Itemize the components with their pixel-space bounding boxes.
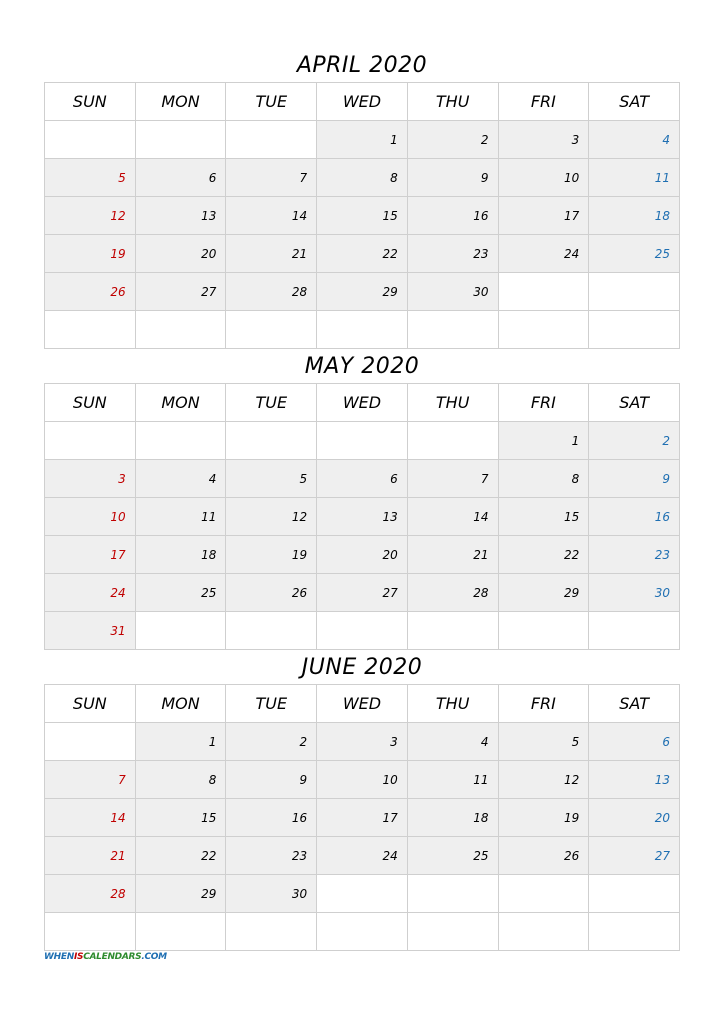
day-cell: 25: [135, 574, 226, 612]
empty-day-cell: [407, 311, 498, 349]
day-cell: 14: [226, 197, 317, 235]
day-cell: 4: [589, 121, 680, 159]
day-cell: 4: [135, 460, 226, 498]
day-cell: 22: [498, 536, 589, 574]
empty-day-cell: [407, 422, 498, 460]
month-title: JUNE 2020: [301, 655, 423, 680]
day-cell: 1: [317, 121, 408, 159]
day-cell: 11: [589, 159, 680, 197]
day-cell: 22: [317, 235, 408, 273]
empty-day-cell: [317, 612, 408, 650]
day-cell: 5: [498, 723, 589, 761]
footer-segment: WHEN: [44, 952, 74, 962]
month-title: APRIL 2020: [296, 53, 428, 78]
day-cell: 30: [226, 875, 317, 913]
day-cell: 7: [226, 159, 317, 197]
week-row: [45, 723, 680, 761]
week-row: [45, 159, 680, 197]
empty-day-cell: [407, 612, 498, 650]
empty-day-cell: [135, 422, 226, 460]
day-cell: 30: [407, 273, 498, 311]
week-row: [45, 460, 680, 498]
week-row: [45, 422, 680, 460]
weekday-header: MON: [135, 685, 226, 723]
day-cell: 3: [45, 460, 136, 498]
day-cell: 8: [317, 159, 408, 197]
day-cell: 9: [407, 159, 498, 197]
empty-day-cell: [226, 913, 317, 951]
day-cell: 8: [135, 761, 226, 799]
weekday-header: THU: [407, 384, 498, 422]
empty-day-cell: [226, 612, 317, 650]
week-row: [45, 799, 680, 837]
empty-day-cell: [589, 311, 680, 349]
day-cell: 13: [135, 197, 226, 235]
day-cell: 24: [498, 235, 589, 273]
day-cell: 6: [135, 159, 226, 197]
week-row: [45, 574, 680, 612]
weekday-header: WED: [317, 685, 408, 723]
day-cell: 23: [226, 837, 317, 875]
empty-day-cell: [498, 612, 589, 650]
day-cell: 15: [135, 799, 226, 837]
footer-segment: .COM: [141, 952, 167, 962]
week-row: [45, 837, 680, 875]
empty-day-cell: [135, 612, 226, 650]
week-row: [45, 536, 680, 574]
day-cell: 10: [498, 159, 589, 197]
day-cell: 19: [226, 536, 317, 574]
day-cell: 29: [317, 273, 408, 311]
day-cell: 20: [317, 536, 408, 574]
day-cell: 1: [498, 422, 589, 460]
day-cell: 14: [407, 498, 498, 536]
empty-day-cell: [498, 273, 589, 311]
day-cell: 13: [589, 761, 680, 799]
week-row: [45, 197, 680, 235]
day-cell: 17: [45, 536, 136, 574]
weekday-header: FRI: [498, 83, 589, 121]
empty-day-cell: [498, 913, 589, 951]
empty-day-cell: [317, 913, 408, 951]
empty-day-cell: [498, 311, 589, 349]
day-cell: 1: [135, 723, 226, 761]
day-cell: 13: [317, 498, 408, 536]
day-cell: 19: [498, 799, 589, 837]
day-cell: 19: [45, 235, 136, 273]
weekday-header: THU: [407, 685, 498, 723]
weekday-header: SUN: [45, 685, 136, 723]
day-cell: 20: [135, 235, 226, 273]
day-cell: 30: [589, 574, 680, 612]
day-cell: 16: [589, 498, 680, 536]
day-cell: 18: [407, 799, 498, 837]
day-cell: 29: [135, 875, 226, 913]
day-cell: 17: [498, 197, 589, 235]
empty-day-cell: [498, 875, 589, 913]
day-cell: 12: [498, 761, 589, 799]
day-cell: 23: [589, 536, 680, 574]
day-cell: 12: [226, 498, 317, 536]
day-cell: 2: [226, 723, 317, 761]
weekday-header: WED: [317, 384, 408, 422]
day-cell: 22: [135, 837, 226, 875]
empty-day-cell: [135, 121, 226, 159]
weekday-header: SAT: [589, 685, 680, 723]
day-cell: 10: [45, 498, 136, 536]
day-cell: 21: [226, 235, 317, 273]
empty-day-cell: [45, 723, 136, 761]
empty-day-cell: [589, 875, 680, 913]
empty-day-cell: [45, 913, 136, 951]
empty-day-cell: [589, 913, 680, 951]
week-row: [45, 761, 680, 799]
weekday-header: SAT: [589, 384, 680, 422]
empty-day-cell: [226, 422, 317, 460]
day-cell: 2: [407, 121, 498, 159]
day-cell: 21: [45, 837, 136, 875]
weekday-header: MON: [135, 83, 226, 121]
day-cell: 23: [407, 235, 498, 273]
empty-day-cell: [589, 612, 680, 650]
day-cell: 21: [407, 536, 498, 574]
day-cell: 3: [498, 121, 589, 159]
weekday-header: SAT: [589, 83, 680, 121]
weekday-header: WED: [317, 83, 408, 121]
day-cell: 3: [317, 723, 408, 761]
empty-day-cell: [317, 311, 408, 349]
week-row: [45, 875, 680, 913]
day-cell: 27: [135, 273, 226, 311]
empty-day-cell: [317, 875, 408, 913]
week-row: [45, 235, 680, 273]
empty-day-cell: [407, 913, 498, 951]
day-cell: 15: [317, 197, 408, 235]
day-cell: 24: [45, 574, 136, 612]
day-cell: 16: [407, 197, 498, 235]
weekday-header: TUE: [226, 384, 317, 422]
day-cell: 4: [407, 723, 498, 761]
week-row: [45, 311, 680, 349]
day-cell: 5: [45, 159, 136, 197]
day-cell: 18: [589, 197, 680, 235]
weekday-header: MON: [135, 384, 226, 422]
day-cell: 17: [317, 799, 408, 837]
day-cell: 11: [407, 761, 498, 799]
day-cell: 28: [226, 273, 317, 311]
calendar-grid: [44, 383, 680, 650]
empty-day-cell: [135, 311, 226, 349]
day-cell: 18: [135, 536, 226, 574]
day-cell: 20: [589, 799, 680, 837]
week-row: [45, 498, 680, 536]
day-cell: 25: [407, 837, 498, 875]
week-row: [45, 612, 680, 650]
day-cell: 28: [45, 875, 136, 913]
calendar-grid: [44, 684, 680, 951]
week-row: [45, 273, 680, 311]
day-cell: 31: [45, 612, 136, 650]
empty-day-cell: [407, 875, 498, 913]
weekday-header: FRI: [498, 685, 589, 723]
empty-day-cell: [226, 121, 317, 159]
day-cell: 2: [589, 422, 680, 460]
weekday-header: THU: [407, 83, 498, 121]
day-cell: 28: [407, 574, 498, 612]
day-cell: 9: [226, 761, 317, 799]
day-cell: 11: [135, 498, 226, 536]
day-cell: 16: [226, 799, 317, 837]
empty-day-cell: [45, 311, 136, 349]
day-cell: 24: [317, 837, 408, 875]
day-cell: 25: [589, 235, 680, 273]
day-cell: 6: [589, 723, 680, 761]
empty-day-cell: [317, 422, 408, 460]
day-cell: 26: [45, 273, 136, 311]
weekday-header: SUN: [45, 384, 136, 422]
day-cell: 27: [589, 837, 680, 875]
day-cell: 15: [498, 498, 589, 536]
week-row: [45, 121, 680, 159]
day-cell: 26: [226, 574, 317, 612]
weekday-header: SUN: [45, 83, 136, 121]
empty-day-cell: [226, 311, 317, 349]
day-cell: 7: [407, 460, 498, 498]
day-cell: 14: [45, 799, 136, 837]
day-cell: 7: [45, 761, 136, 799]
day-cell: 5: [226, 460, 317, 498]
weekday-header: TUE: [226, 685, 317, 723]
weekday-header: TUE: [226, 83, 317, 121]
calendar-grid: [44, 82, 680, 349]
site-footer-link[interactable]: [44, 952, 167, 962]
empty-day-cell: [135, 913, 226, 951]
day-cell: 27: [317, 574, 408, 612]
day-cell: 12: [45, 197, 136, 235]
empty-day-cell: [589, 273, 680, 311]
day-cell: 6: [317, 460, 408, 498]
footer-segment: IS: [73, 952, 84, 962]
day-cell: 29: [498, 574, 589, 612]
day-cell: 9: [589, 460, 680, 498]
week-row: [45, 913, 680, 951]
weekday-header: FRI: [498, 384, 589, 422]
footer-segment: CALENDARS: [83, 952, 142, 962]
month-title: MAY 2020: [304, 354, 420, 379]
empty-day-cell: [45, 121, 136, 159]
day-cell: 26: [498, 837, 589, 875]
day-cell: 10: [317, 761, 408, 799]
empty-day-cell: [45, 422, 136, 460]
day-cell: 8: [498, 460, 589, 498]
